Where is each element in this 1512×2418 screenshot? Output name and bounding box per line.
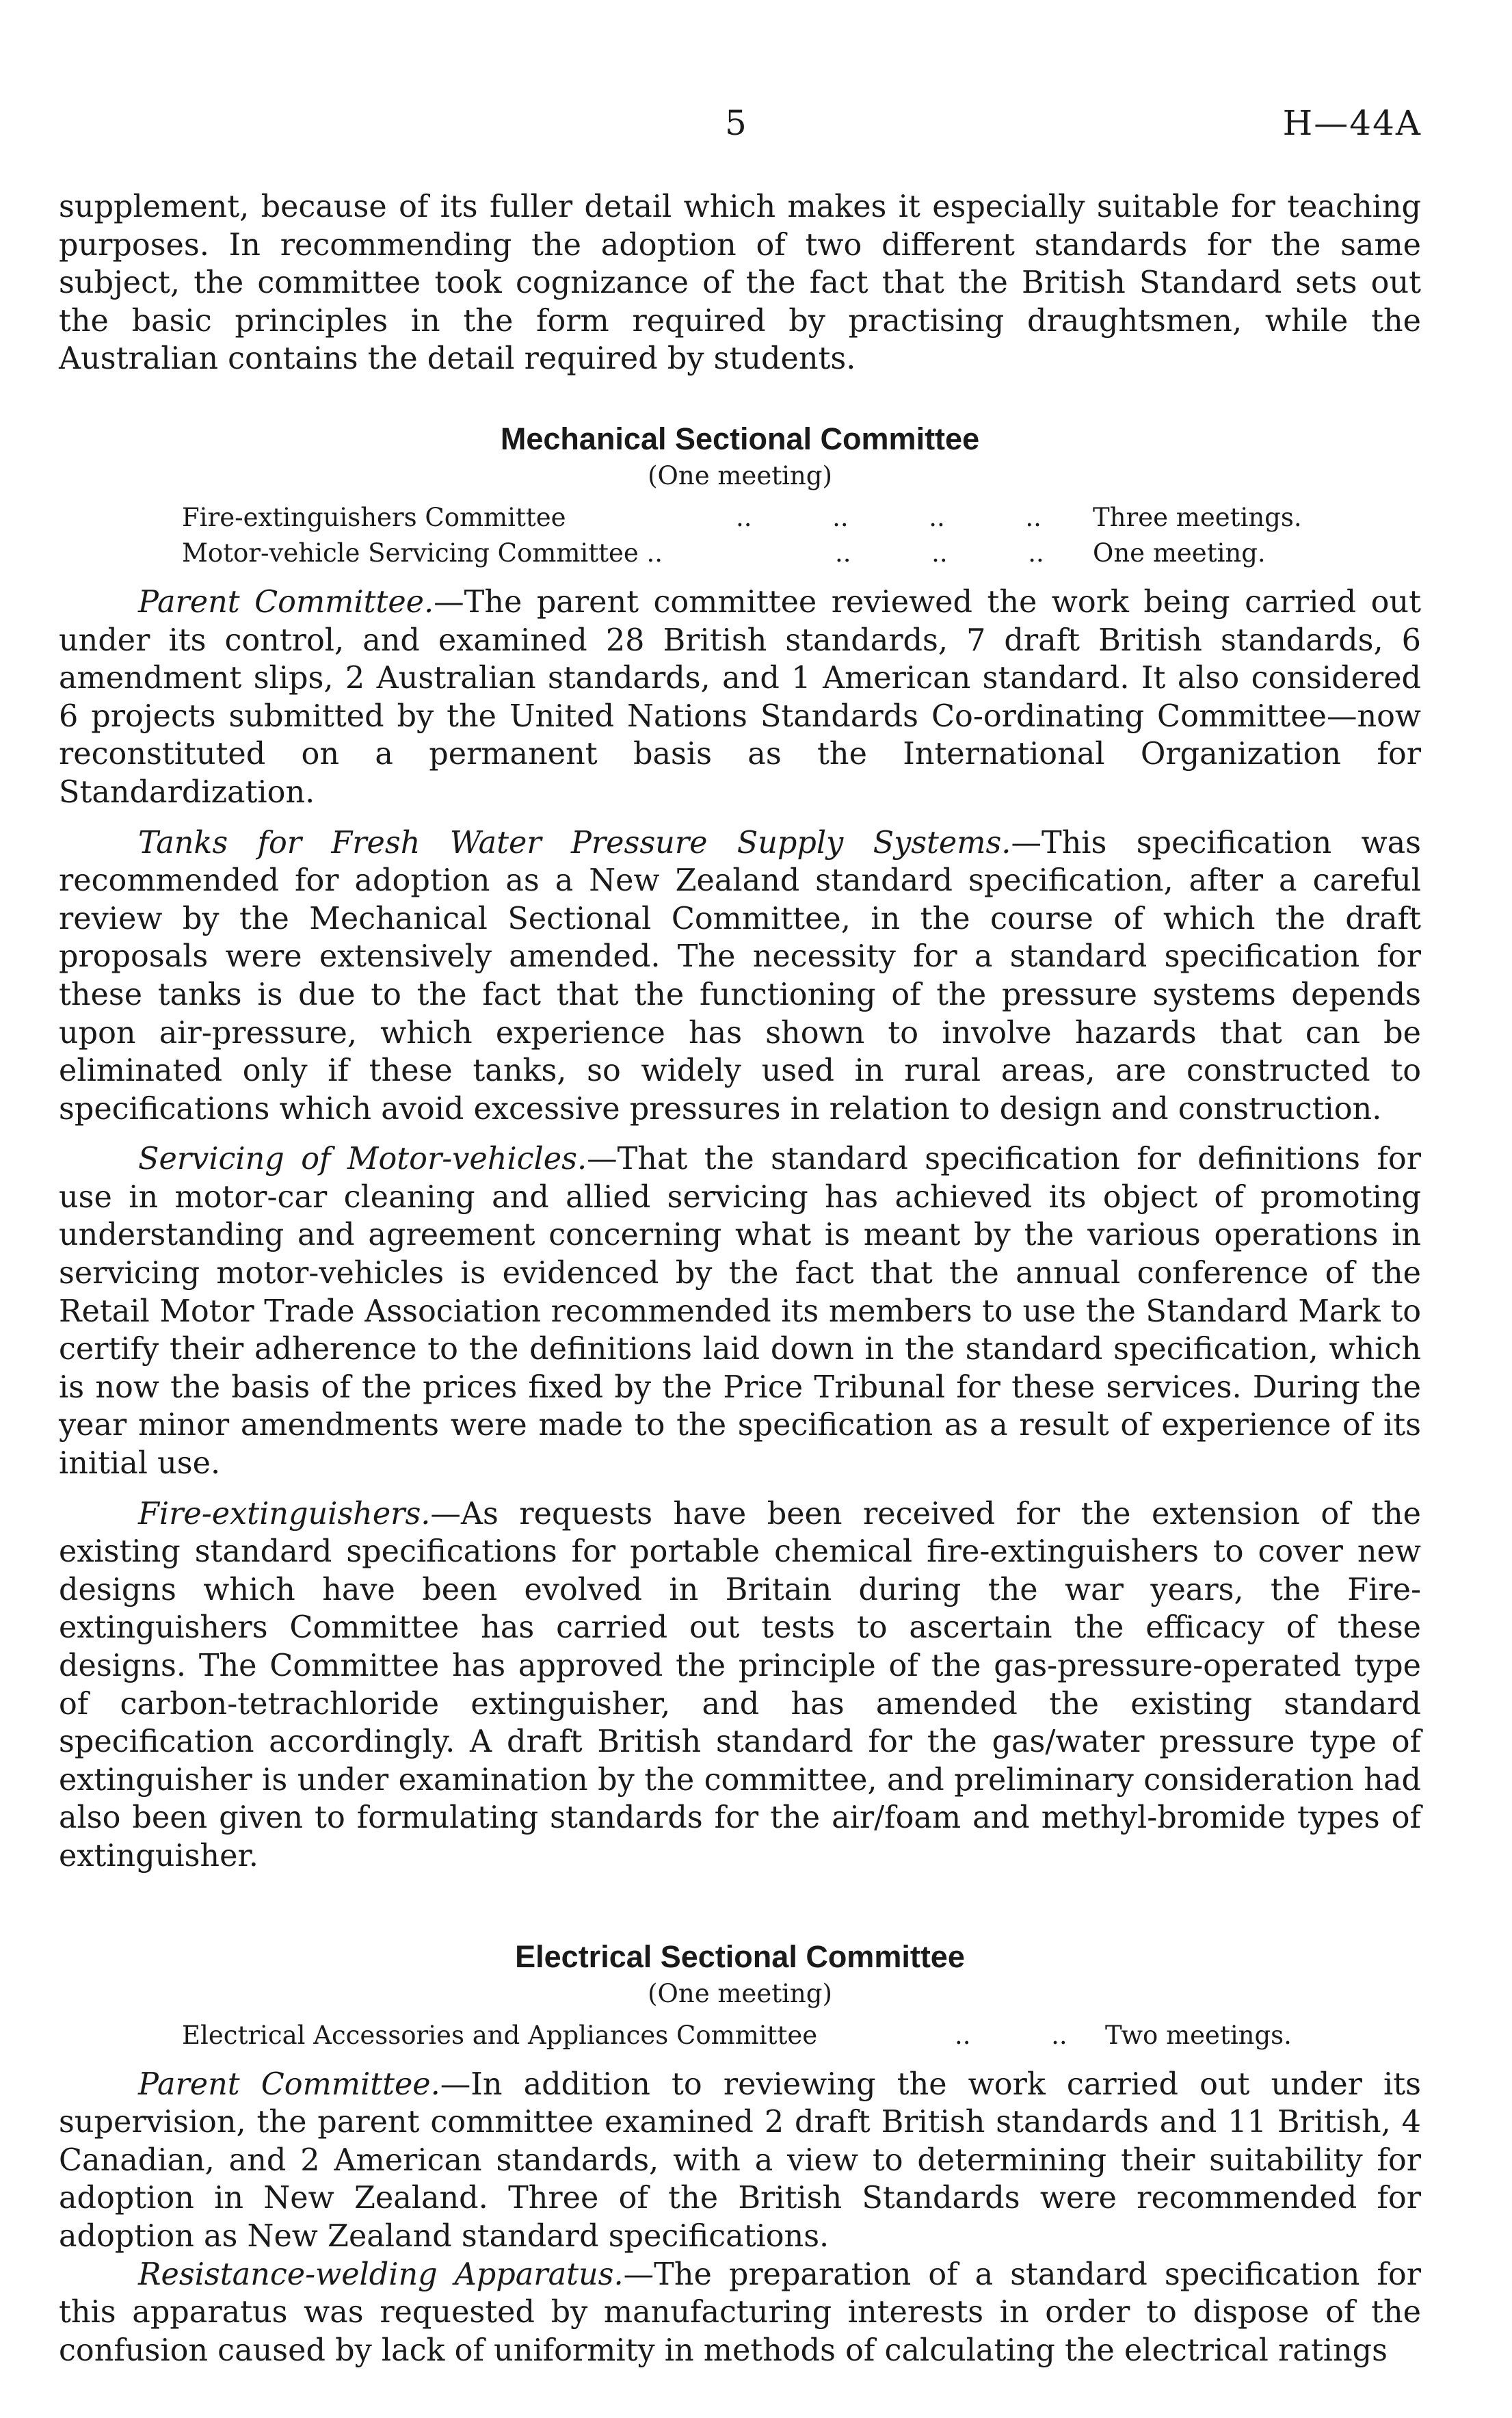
committee-row [59, 536, 1421, 571]
electrical-heading: Electrical Sectional Committee [515, 1939, 965, 1974]
paragraph-lead: Resistance-welding Apparatus. [138, 2257, 624, 2292]
resistance-welding-paragraph [59, 2256, 1421, 2370]
mechanical-committee-list [59, 500, 1421, 571]
tanks-paragraph [59, 824, 1421, 1129]
paragraph-lead: Tanks for Fresh Water Pressure Supply Systems. [138, 825, 1011, 860]
page-header [0, 103, 1512, 150]
committee-row [59, 500, 1421, 536]
electrical-meeting-note: (One meeting) [648, 1978, 832, 2008]
mechanical-heading: Mechanical Sectional Committee [500, 421, 980, 456]
committee-meetings: One meeting. [1093, 538, 1266, 568]
paragraph-text: —That the standard specification for definitions for use in motor-car cleaning and allied servicing has achieved its object of promoting understanding and agreement concerning what is meant by the various operations in servicing motor-vehicles is evidenced by the fact that the annual conference of the Retail Motor Trade Association recommended its members to use the Standard Mark to certify their adherence to the definitions laid down in the standard specification, which is now the basis of the prices fixed by the Price Tribunal for these services. During the year minor amendments were made to the specification as a result of experience of its initial use. [59, 1142, 1421, 1482]
mechanical-section [59, 419, 1421, 1876]
mechanical-parent-committee-paragraph [59, 583, 1421, 812]
page-content [59, 188, 1421, 2369]
document-reference: H—44A [1282, 103, 1422, 143]
paragraph-lead: Parent Committee. [138, 584, 434, 620]
servicing-paragraph [59, 1140, 1421, 1482]
committee-row [59, 2018, 1421, 2053]
committee-meetings: Three meetings. [1093, 502, 1302, 532]
electrical-parent-committee-paragraph [59, 2066, 1421, 2256]
committee-name: Electrical Accessories and Appliances Committee [182, 2020, 818, 2050]
paragraph-text: —In addition to reviewing the work carried out under its supervision, the parent committee examined 2 draft British standards and 11 British, 4 Canadian, and 2 American standards, with a view to determining their suitability for adoption in New Zealand. Three of the British Standards were recommended for adoption as New Zealand standard specifications. [59, 2066, 1421, 2254]
committee-meetings: Two meetings. [1105, 2020, 1292, 2050]
dot-leaders: .. .. [955, 2020, 1067, 2050]
page-number: 5 [725, 103, 747, 143]
paragraph-lead: Parent Committee. [138, 2066, 440, 2102]
paragraph-text: —As requests have been received for the extension of the existing standard specifications for portable chemical fire-extinguishers to cover new designs which have been evolved in Britain during the war years, the Fire-extinguishers Committee has carried out tests to ascertain the efficacy of these designs. The Committee has approved the principle of the gas-pressure-operated type of carbon-tetrachloride extinguisher, and has amended the existing standard specification accordingly. A draft British standard for the gas/water pressure type of extinguisher is under examination by the committee, and preliminary consideration had also been given to formulating standards for the air/foam and methyl-bromide types of extinguisher. [59, 1496, 1421, 1874]
mechanical-meeting-note: (One meeting) [648, 460, 832, 490]
paragraph-lead: Fire-extinguishers. [138, 1496, 431, 1532]
paragraph-text: —This specification was recommended for adoption as a New Zealand standard specification, after a careful review by the Mechanical Sectional Committee, in the course of which the draft proposals were extensively amended. The necessity for a standard specification for these tanks is due to the fact that the functioning of the pressure systems depends upon air-pressure, which experience has shown to involve hazards that can be eliminated only if these tanks, so widely used in rural areas, are constructed to specifications which avoid excessive pressures in relation to design and construction. [59, 825, 1421, 1127]
paragraph-lead: Servicing of Motor-vehicles. [138, 1142, 587, 1177]
paragraph-text: —The parent committee reviewed the work being carried out under its control, and examined 28 British standards, 7 draft British standards, 6 amendment slips, 2 Australian standards, and 1 American standard. It also considered 6 projects submitted by the United Nations Standards Co-ordinating Committee—now reconstituted on a permanent basis as the International Organization for Standardization. [59, 584, 1421, 810]
committee-name: Fire-extinguishers Committee [182, 502, 566, 532]
intro-paragraph: supplement, because of its fuller detail which makes it especially suitable for teaching purposes. In recommending the adoption of two different standards for the same subject, the committee took cognizance of the fact that the British Standard sets out the basic principles in the form required by practising draughtsmen, while the Australian contains the detail required by students. [59, 189, 1421, 377]
fire-extinguishers-paragraph [59, 1495, 1421, 1876]
dot-leaders: .. .. .. .. [736, 502, 1042, 532]
electrical-committee-list [59, 2018, 1421, 2053]
dot-leaders: .. .. .. [835, 538, 1044, 568]
paragraph-text: —The preparation of a standard specification for this apparatus was requested by manufacturing interests in order to dispose of the confusion caused by lack of uniformity in methods of calculating the electrical ratings [59, 2257, 1421, 2368]
electrical-section [59, 1937, 1421, 2370]
committee-name: Motor-vehicle Servicing Committee .. [182, 538, 663, 568]
